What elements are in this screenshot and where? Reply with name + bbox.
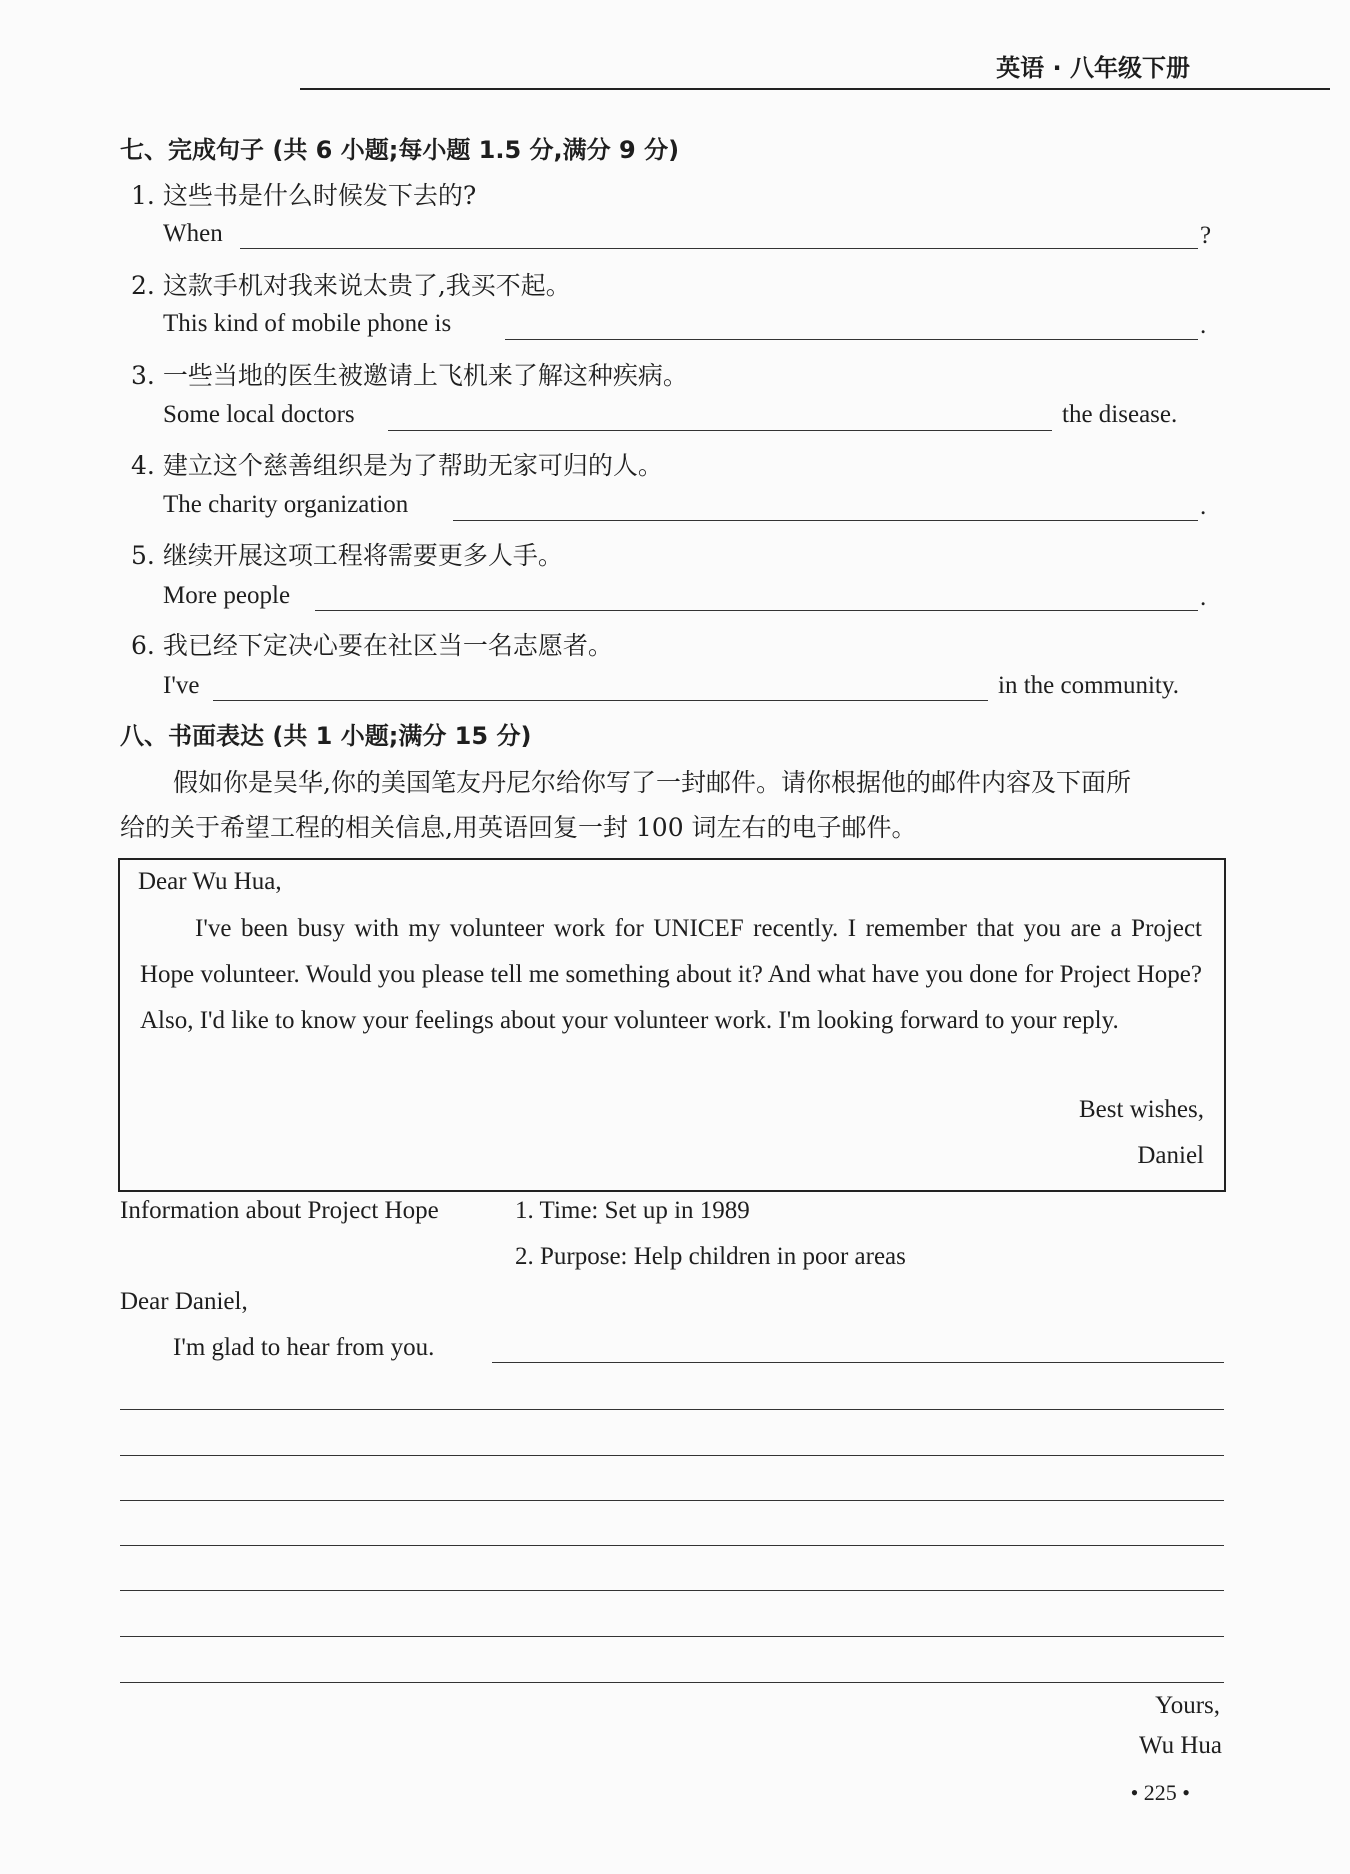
question-5-suffix: .	[1200, 584, 1207, 611]
reply-greeting: Dear Daniel,	[120, 1288, 248, 1315]
question-2-suffix: .	[1200, 312, 1207, 339]
header-title: 英语 · 八年级下册	[996, 54, 1190, 82]
writing-line-3[interactable]	[120, 1455, 1224, 1456]
writing-line-8[interactable]	[120, 1682, 1224, 1683]
writing-line-4[interactable]	[120, 1500, 1224, 1501]
letter-body: I've been busy with my volunteer work for UNICEF recently. I remember that you are a Project Hope volunteer. Would you please tell me something about it? And what have you done for Project Hope? Also, I'd like to know your feelings about your volunteer work. I'm looking forward to your reply.	[140, 915, 1202, 1034]
question-5-chinese: 5. 继续开展这项工程将需要更多人手。	[131, 541, 563, 570]
question-3-suffix: the disease.	[1062, 401, 1178, 428]
info-item-time: 1. Time: Set up in 1989	[515, 1197, 750, 1224]
question-4-suffix: .	[1200, 493, 1207, 520]
question-1-chinese: 1. 这些书是什么时候发下去的?	[131, 181, 477, 210]
question-3-chinese: 3. 一些当地的医生被邀请上飞机来了解这种疾病。	[131, 361, 688, 390]
question-5-prefix: More people	[163, 582, 291, 609]
question-4-chinese: 4. 建立这个慈善组织是为了帮助无家可归的人。	[131, 451, 663, 480]
question-2-chinese: 2. 这款手机对我来说太贵了,我买不起。	[131, 271, 571, 300]
writing-line-5[interactable]	[120, 1545, 1224, 1546]
answer-line-3[interactable]	[388, 430, 1052, 431]
question-3-prefix: Some local doctors	[163, 401, 355, 428]
letter-signature: Daniel	[1137, 1142, 1204, 1169]
question-6-chinese: 6. 我已经下定决心要在社区当一名志愿者。	[131, 631, 613, 660]
answer-line-5[interactable]	[315, 610, 1198, 611]
section8-title: 八、书面表达 (共 1 小题;满分 15 分)	[120, 722, 532, 750]
question-1-prefix: When	[163, 220, 223, 247]
reply-closing: Yours,	[1155, 1692, 1220, 1719]
answer-line-1[interactable]	[240, 248, 1198, 249]
question-1-suffix: ?	[1200, 222, 1212, 249]
question-6-suffix: in the community.	[998, 672, 1179, 699]
info-label: Information about Project Hope	[120, 1197, 439, 1224]
incoming-letter-box	[118, 858, 1226, 1192]
letter-closing: Best wishes,	[1079, 1096, 1204, 1123]
writing-line-6[interactable]	[120, 1590, 1224, 1591]
info-item-purpose: 2. Purpose: Help children in poor areas	[515, 1243, 906, 1270]
instruction-line-2: 给的关于希望工程的相关信息,用英语回复一封 100 词左右的电子邮件。	[120, 813, 917, 842]
reply-opening: I'm glad to hear from you.	[173, 1334, 435, 1361]
answer-line-6[interactable]	[213, 700, 988, 701]
writing-line-2[interactable]	[120, 1409, 1224, 1410]
writing-line-7[interactable]	[120, 1636, 1224, 1637]
writing-line-1[interactable]	[492, 1362, 1224, 1363]
header-rule	[300, 88, 1330, 90]
question-4-prefix: The charity organization	[163, 491, 409, 518]
reply-signature: Wu Hua	[1139, 1732, 1222, 1759]
section7-title: 七、完成句子 (共 6 小题;每小题 1.5 分,满分 9 分)	[120, 136, 680, 164]
letter-greeting: Dear Wu Hua,	[138, 868, 282, 895]
answer-line-4[interactable]	[453, 520, 1198, 521]
question-2-prefix: This kind of mobile phone is	[163, 310, 452, 337]
page-number: • 225 •	[1130, 1780, 1190, 1805]
instruction-line-1: 假如你是吴华,你的美国笔友丹尼尔给你写了一封邮件。请你根据他的邮件内容及下面所	[173, 768, 1131, 797]
answer-line-2[interactable]	[505, 339, 1198, 340]
question-6-prefix: I've	[163, 672, 200, 699]
